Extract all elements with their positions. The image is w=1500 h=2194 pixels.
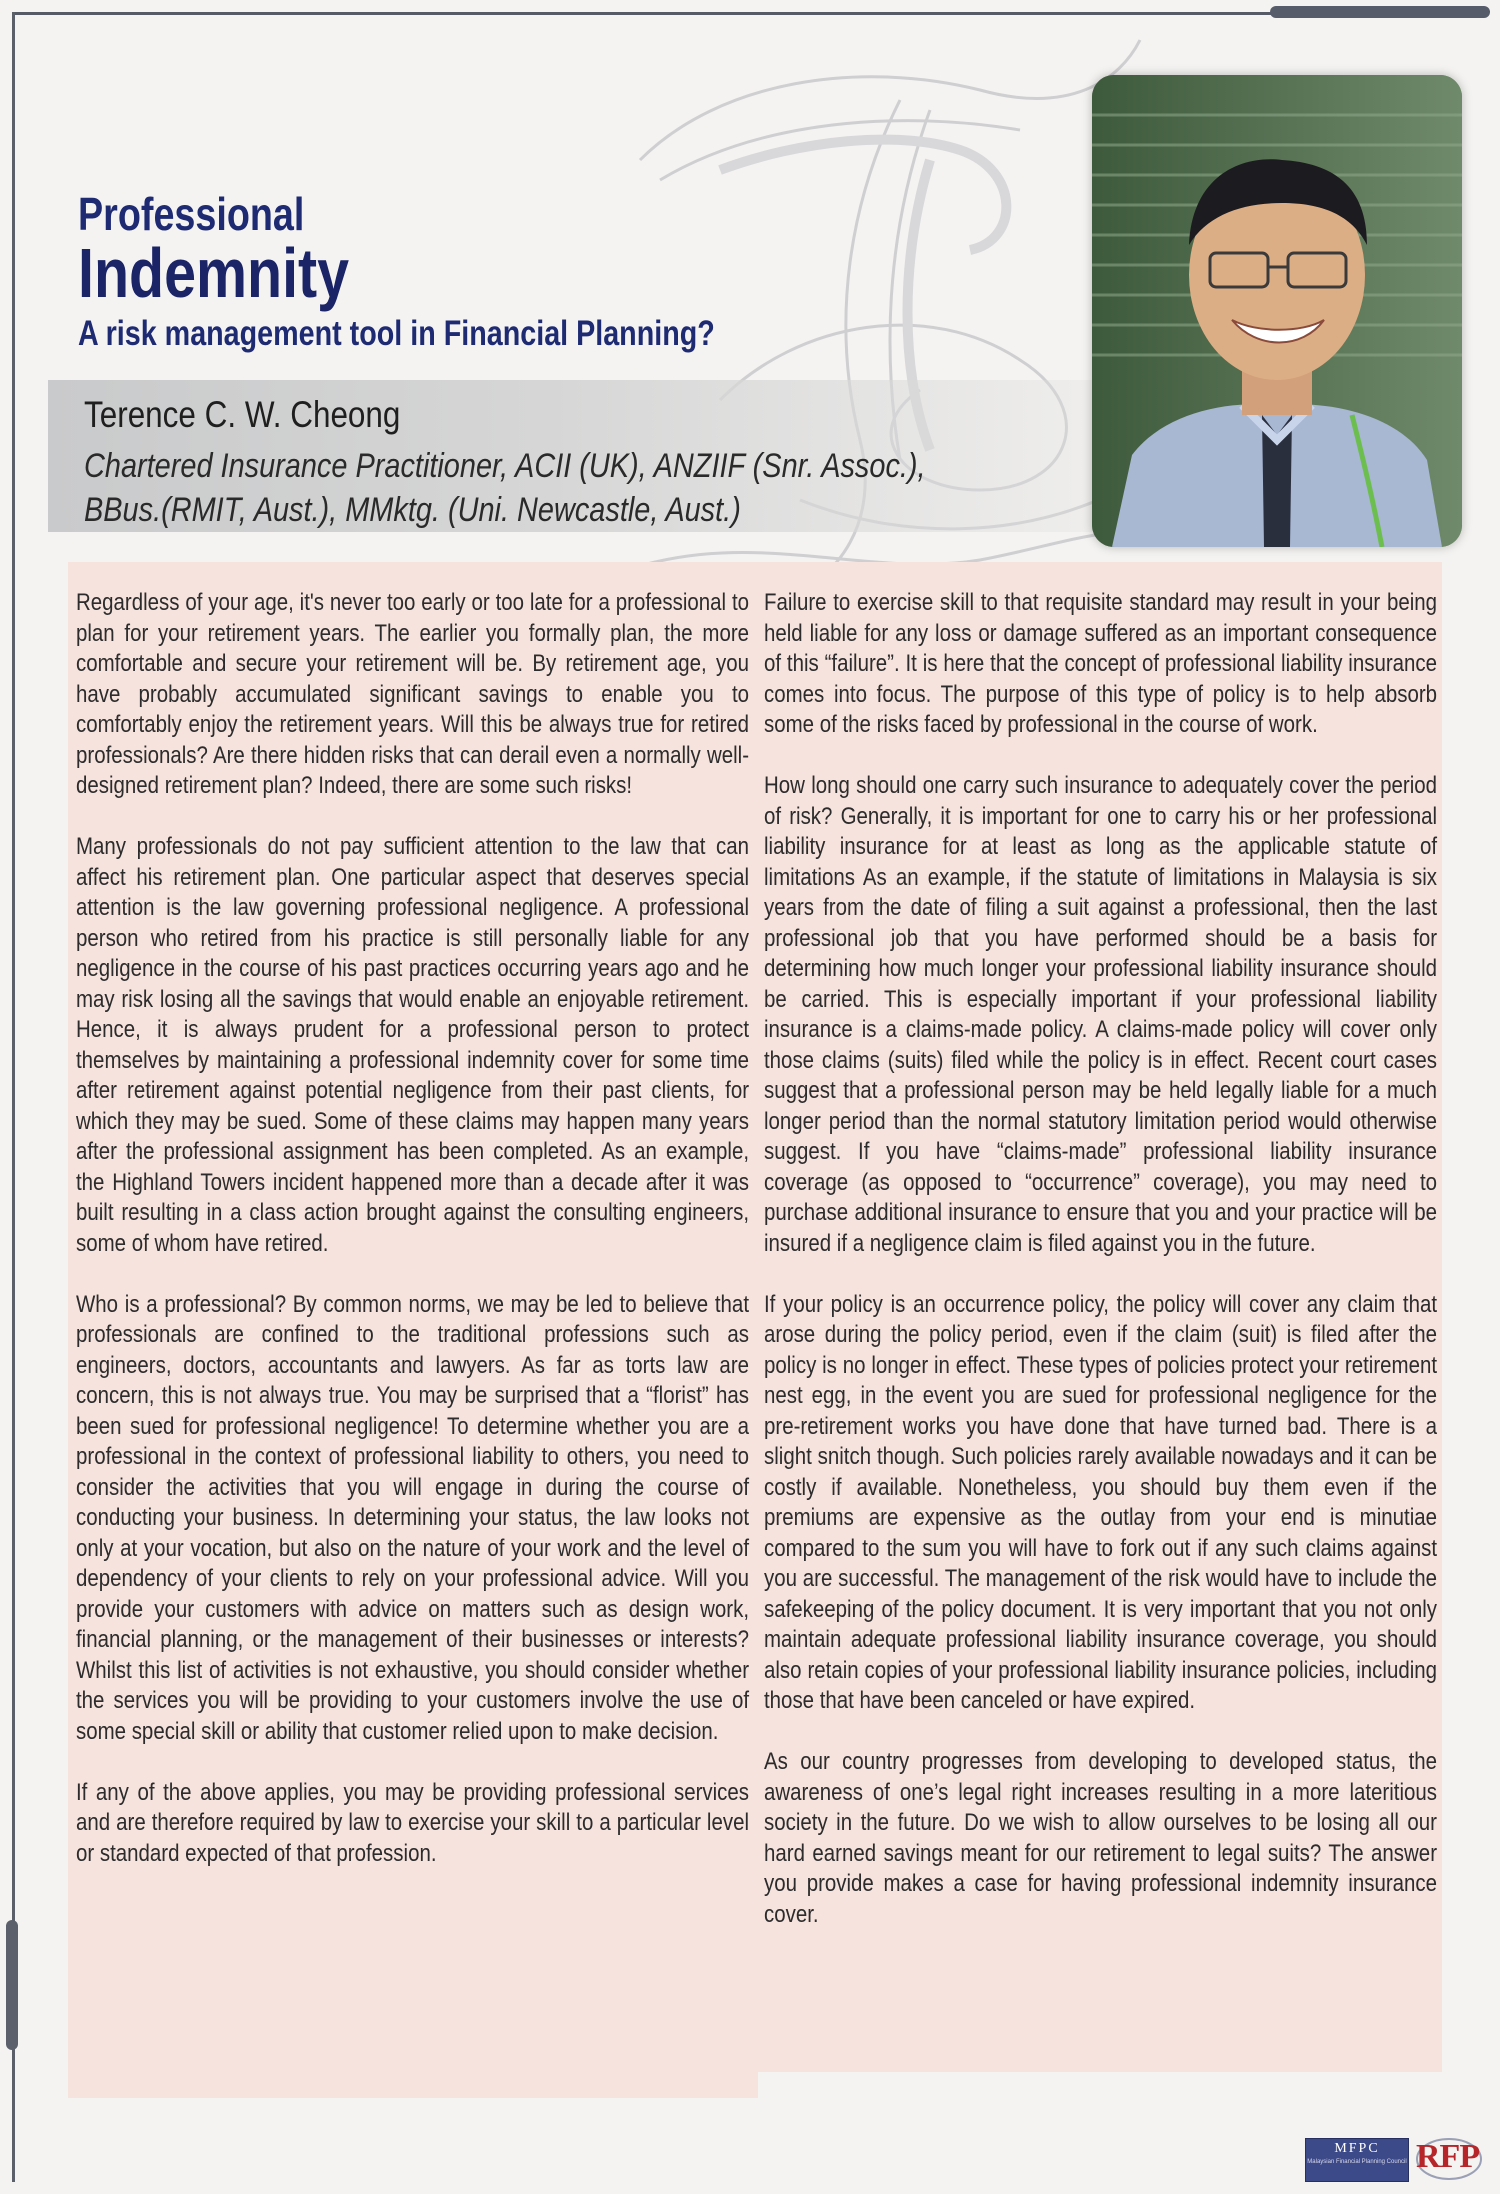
author-portrait-image xyxy=(1092,75,1462,547)
author-credentials-line2: BBus.(RMIT, Aust.), MMktg. (Uni. Newcastle, Aust.) xyxy=(84,491,741,529)
mfpc-logo-subtext: Malaysian Financial Planning Council xyxy=(1307,2159,1407,2165)
left-paragraph-1: Regardless of your age, it's never too early or too late for a professional to plan for your retirement years. The earlier you formally plan, the more comfortable and secure your retirement will be. By retirement age, you have probably accumulated significant savings to enable you to comfortably enjoy the retirement years. Will this be always true for retired professionals? Are there hidden risks that can derail even a normally well-designed retirement plan? Indeed, there are some such risks! xyxy=(76,589,750,799)
left-rule-accent xyxy=(6,1920,18,2050)
rfp-logo-text: RFP xyxy=(1416,2138,1480,2175)
author-byline xyxy=(48,380,1158,532)
left-paragraph-2: Many professionals do not pay sufficient attention to the law that can affect his retirement plan. One particular aspect that deserves special attention is the law governing professional negligence. A professional person who retired from his practice is still personally liable for any negligence in the course of his past practices occurring years ago and he may risk losing all the savings that would enable an enjoyable retirement. Hence, it is always prudent for a professional person to protect themselves by maintaining a professional indemnity cover for some time after retirement against potential negligence from their past clients, for which they may be sued. Some of these claims may happen many years after the professional assignment has been completed. As an example, the Highland Towers incident happened more than a decade after it was built resulting in a class action brought against the consulting engineers, some of whom have retired. xyxy=(76,833,750,1257)
author-credentials xyxy=(84,444,1138,532)
mfpc-logo xyxy=(1305,2138,1409,2182)
top-rule xyxy=(12,12,1280,15)
author-credentials-line1: Chartered Insurance Practitioner, ACII (UK), ANZIIF (Snr. Assoc.), xyxy=(84,447,926,485)
left-paragraph-3: Who is a professional? By common norms, we may be led to believe that professionals are confined to the traditional professions such as engineers, doctors, accountants and lawyers. As far as torts law are concern, this is not always true. You may be surprised that a “florist” has been sued for professional negligence! To determine whether you are a professional in the context of professional liability to others, you need to consider the activities that you will engage in during the course of conducting your business. In determining your status, the law looks not only at your vocation, but also on the nature of your work and the level of dependency of your clients to rely on your professional advice. Will you provide your customers with advice on matters such as design work, financial planning, or the management of their businesses or interests? Whilst this list of activities is not exhaustive, you should consider whether the services you will be providing to your customers involve the use of some special skill or ability that customer relied upon to make decision. xyxy=(76,1290,750,1745)
article-kicker: Professional xyxy=(78,188,305,240)
right-column-text xyxy=(764,588,1437,1961)
left-column-text xyxy=(76,588,749,1900)
rfp-logo xyxy=(1414,2134,1484,2184)
left-rule xyxy=(12,12,15,2182)
left-column xyxy=(68,562,758,2098)
right-column xyxy=(752,562,1442,2072)
right-paragraph-3: If your policy is an occurrence policy, the policy will cover any claim that arose during the policy period, even if the claim (suit) is filed after the policy is no longer in effect. These types of policies protect your retirement nest egg, in the event you are sued for professional negligence for the pre-retirement works you have done that have turned bad. There is a slight snitch though. Such policies rarely available nowadays and it can be costly if available. Nonetheless, you should buy them even if the premiums are expensive as the outlay from your end is minutiae compared to the sum you will have to fork out if any such claims against you are successful. The management of the risk would have to include the safekeeping of the policy document. It is very important that you not only maintain adequate professional liability insurance coverage, you should also retain copies of your professional liability insurance policies, including those that have been canceled or have expired. xyxy=(764,1290,1438,1714)
mfpc-logo-text: MFPC xyxy=(1334,2141,1380,2156)
author-name: Terence C. W. Cheong xyxy=(84,394,401,435)
left-paragraph-4: If any of the above applies, you may be providing professional services and are therefore required by law to exercise your skill to a particular level or standard expected of that profession. xyxy=(76,1778,750,1867)
article-subtitle: A risk management tool in Financial Planning? xyxy=(78,314,715,354)
author-photo xyxy=(1092,75,1462,547)
article-title-block xyxy=(78,190,855,354)
right-paragraph-2: How long should one carry such insurance to adequately cover the period of risk? Generally, it is important for one to carry his or her professional liability insurance for at least as long as the applicable statute of limitations As an example, if the statute of limitations in Malaysia is six years from the date of filing a suit against a professional, then the last professional job that you have performed should be a basis for determining how much longer your professional liability insurance should be carried. This is especially important if your professional liability insurance is a claims-made policy. A claims-made policy will cover only those claims (suits) filed while the policy is in effect. Recent court cases suggest that a professional person may be held legally liable for a much longer period than the normal statutory limitation period would otherwise suggest. If you have “claims-made” professional liability insurance coverage (as opposed to “occurrence” coverage), you may need to purchase additional insurance to ensure that you and your practice will be insured if a negligence claim is filed against you in the future. xyxy=(764,772,1438,1257)
top-rule-accent xyxy=(1270,6,1490,18)
article-headline: Indemnity xyxy=(78,234,350,313)
right-paragraph-4: As our country progresses from developing to developed status, the awareness of one’s legal right increases resulting in a more lateritious society in the future. Do we wish to allow ourselves to be losing all our hard earned savings meant for our retirement to legal suits? The answer you provide makes a case for having professional indemnity insurance cover. xyxy=(764,1748,1438,1928)
right-paragraph-1: Failure to exercise skill to that requisite standard may result in your being held liable for any loss or damage suffered as an important consequence of this “failure”. It is here that the concept of professional liability insurance comes into focus. The purpose of this type of policy is to help absorb some of the risks faced by professional in the course of work. xyxy=(764,589,1438,738)
